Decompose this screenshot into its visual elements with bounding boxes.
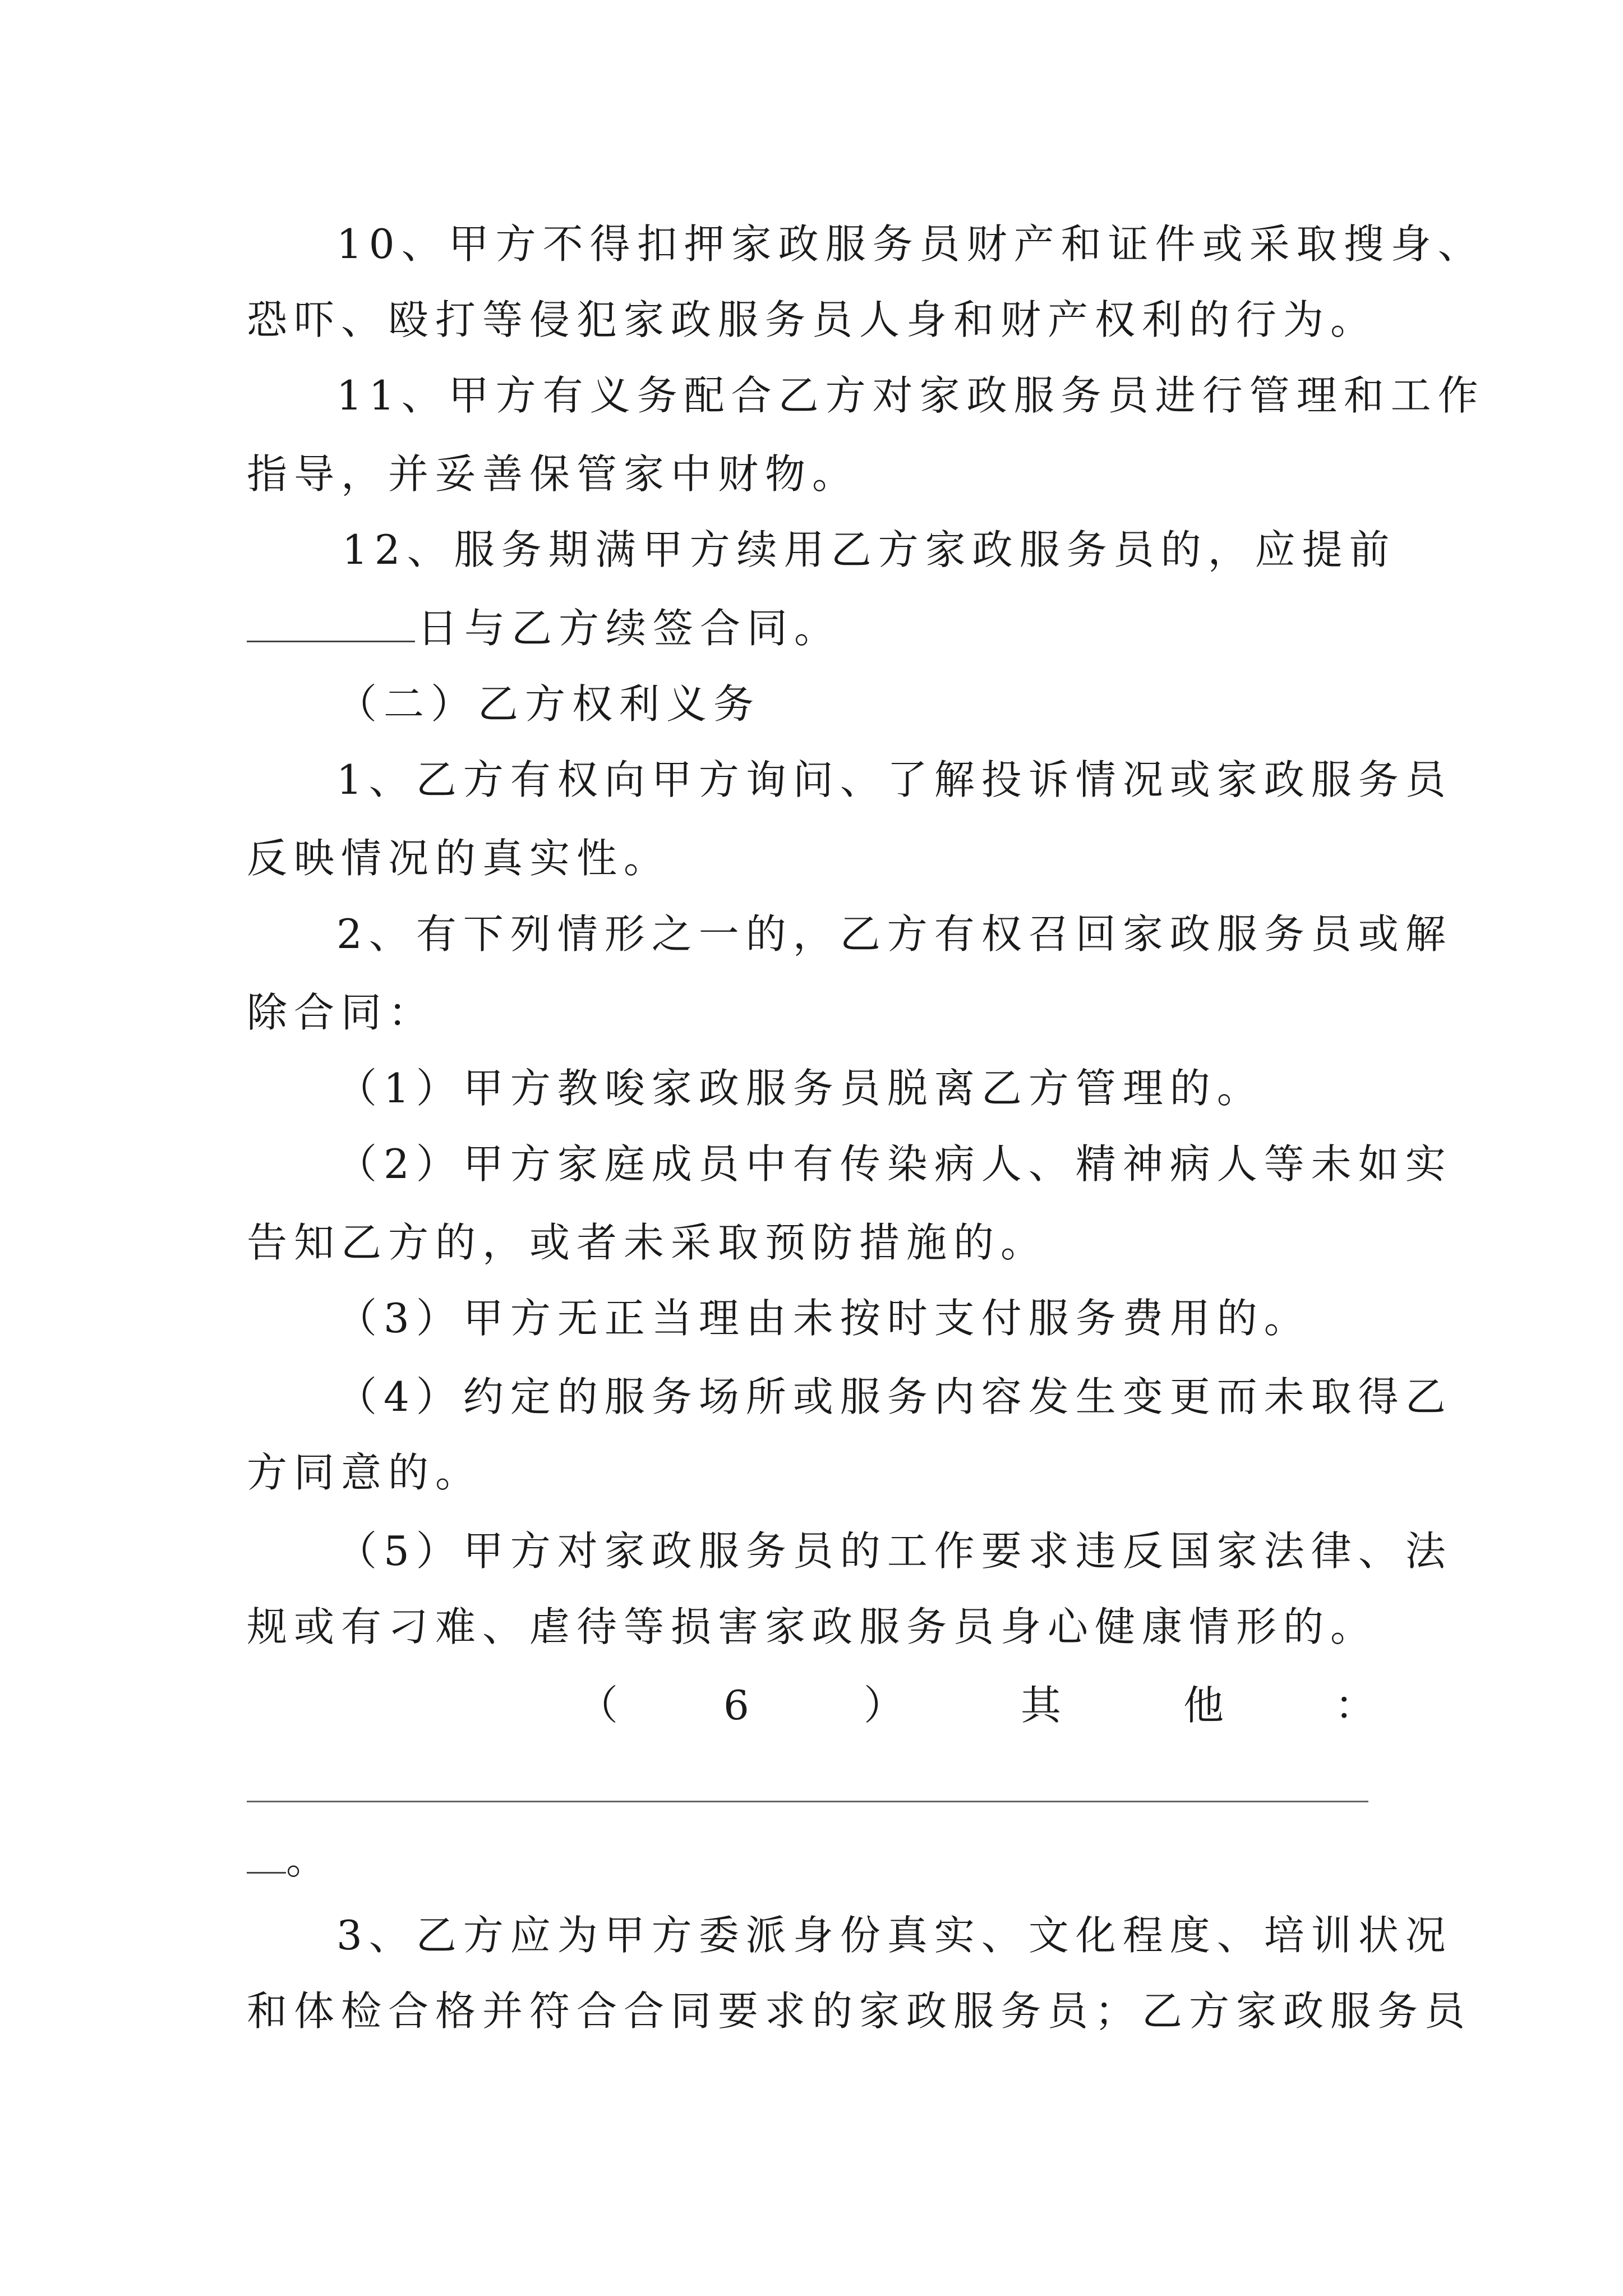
fill-in-blank-end[interactable]	[247, 1837, 286, 1874]
paragraph-line-with-blank	[247, 600, 1385, 656]
paragraph-line: 方同意的。	[247, 1449, 483, 1496]
paragraph-line: （1）甲方教唆家政服务员脱离乙方管理的。	[336, 1065, 1264, 1112]
paragraph-line: 告知乙方的，或者未采取预防措施的。	[247, 1219, 1048, 1266]
paragraph-line: 3、乙方应为甲方委派身份真实、文化程度、培训状况	[336, 1912, 1453, 1959]
paragraph-line: 1、乙方有权向甲方询问、了解投诉情况或家政服务员	[336, 756, 1453, 803]
paragraph-line: 2、有下列情形之一的，乙方有权召回家政服务员或解	[336, 910, 1453, 958]
item-label-char: 他	[1183, 1682, 1224, 1729]
item-colon: ：	[1335, 1682, 1376, 1729]
paragraph-line: 反映情况的真实性。	[247, 835, 671, 882]
item-close-paren: ）	[864, 1682, 905, 1729]
paragraph-line: 10、甲方不得扣押家政服务员财产和证件或采取搜身、	[336, 220, 1485, 268]
fill-in-blank[interactable]	[247, 606, 415, 642]
paragraph-line: （2）甲方家庭成员中有传染病人、精神病人等未如实	[336, 1140, 1453, 1188]
paragraph-line: 12、服务期满甲方续用乙方家政服务员的，应提前	[342, 526, 1396, 573]
section-heading: （二）乙方权利义务	[336, 680, 761, 728]
paragraph-text: 日与乙方续签合同。	[417, 605, 842, 652]
item-open-paren: （	[578, 1682, 619, 1729]
fill-in-blank-line[interactable]	[247, 1801, 1368, 1802]
paragraph-line: （3）甲方无正当理由未按时支付服务费用的。	[336, 1295, 1311, 1342]
paragraph-line: 规或有刁难、虐待等损害家政服务员身心健康情形的。	[247, 1603, 1378, 1650]
paragraph-line: 11、甲方有义务配合乙方对家政服务员进行管理和工作	[336, 372, 1485, 419]
paragraph-line: 除合同：	[247, 989, 436, 1036]
paragraph-line-with-blank	[247, 1832, 1385, 1888]
paragraph-line: （4）约定的服务场所或服务内容发生变更而未取得乙	[336, 1373, 1453, 1420]
paragraph-line: （5）甲方对家政服务员的工作要求违反国家法律、法	[336, 1527, 1453, 1575]
paragraph-text: 。	[286, 1836, 334, 1883]
paragraph-line: 指导，并妥善保管家中财物。	[247, 450, 860, 498]
item-number: 6	[723, 1682, 749, 1729]
paragraph-line: 和体检合格并符合合同要求的家政服务员；乙方家政服务员	[247, 1987, 1472, 2035]
item-label-char: 其	[1021, 1682, 1062, 1729]
paragraph-line: 恐吓、殴打等侵犯家政服务员人身和财产权利的行为。	[247, 296, 1378, 343]
